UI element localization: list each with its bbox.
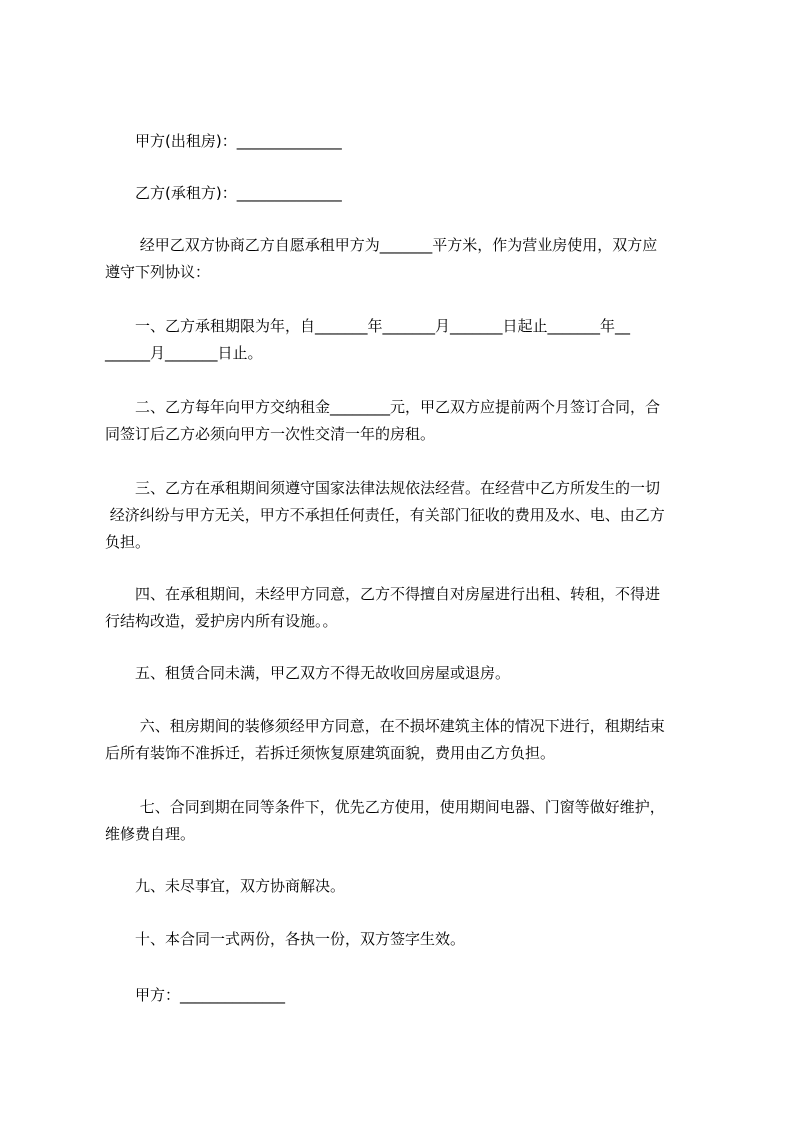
clause-7-paragraph: [105, 794, 705, 848]
clause-2-paragraph: [105, 394, 705, 448]
party-b-line: 乙方(承租方)：______________: [105, 184, 342, 202]
sign-party-a-line: 甲方：______________: [105, 986, 286, 1004]
intro-line-1: 经甲乙双方协商乙方自愿承租甲方为_______平方米，作为营业房使用，双方应: [105, 236, 658, 254]
clause-4-line-2: 行结构改造，爱护房内所有设施。。: [105, 612, 338, 630]
intro-paragraph: [105, 232, 705, 286]
clause-3-line-1: 三、乙方在承租期间须遵守国家法律法规依法经营。在经营中乙方所发生的一切: [105, 479, 661, 497]
clause-2-line-1: 二、乙方每年向甲方交纳租金________元，甲乙双方应提前两个月签订合同，合: [105, 398, 661, 416]
clause-5-line: 五、租赁合同未满，甲乙双方不得无故收回房屋或退房。: [105, 664, 511, 682]
clause-4-line-1: 四、在承租期间，未经甲方同意，乙方不得擅自对房屋进行出租、转租，不得进: [105, 585, 661, 603]
clause-3-paragraph: [105, 475, 705, 556]
clause-1-paragraph: [105, 313, 705, 367]
clause-2-line-2: 同签订后乙方必须向甲方一次性交清一年的房租。: [105, 425, 436, 443]
clause-9-line: 九、未尽事宜，双方协商解决。: [105, 877, 346, 895]
clause-3-line-3: 负担。: [105, 533, 151, 551]
clause-6-line-2: 后所有装饰不准拆迁，若拆迁须恢复原建筑面貌，费用由乙方负担。: [105, 744, 556, 762]
clause-1-line-2: ______月_______日止。: [105, 344, 263, 362]
clause-10-line: 十、本合同一式两份，各执一份，双方签字生效。: [105, 930, 466, 948]
clause-4-paragraph: [105, 581, 705, 635]
clause-6-line-1: 六、租房期间的装修须经甲方同意，在不损坏建筑主体的情况下进行，租期结束: [105, 717, 665, 735]
clause-7-line-2: 维修费自理。: [105, 825, 196, 843]
clause-1-line-1: 一、乙方承租期限为年，自_______年_______月_______日起止_______年__: [105, 317, 631, 335]
clause-3-line-2: 经济纠纷与甲方无关，甲方不承担任何责任，有关部门征收的费用及水、电、由乙方: [105, 506, 665, 524]
clause-6-paragraph: [105, 713, 705, 767]
clause-7-line-1: 七、合同到期在同等条件下，优先乙方使用，使用期间电器、门窗等做好维护，: [105, 798, 665, 816]
intro-line-2: 遵守下列协议：: [105, 263, 211, 281]
party-a-line: 甲方(出租房)：______________: [105, 132, 342, 150]
